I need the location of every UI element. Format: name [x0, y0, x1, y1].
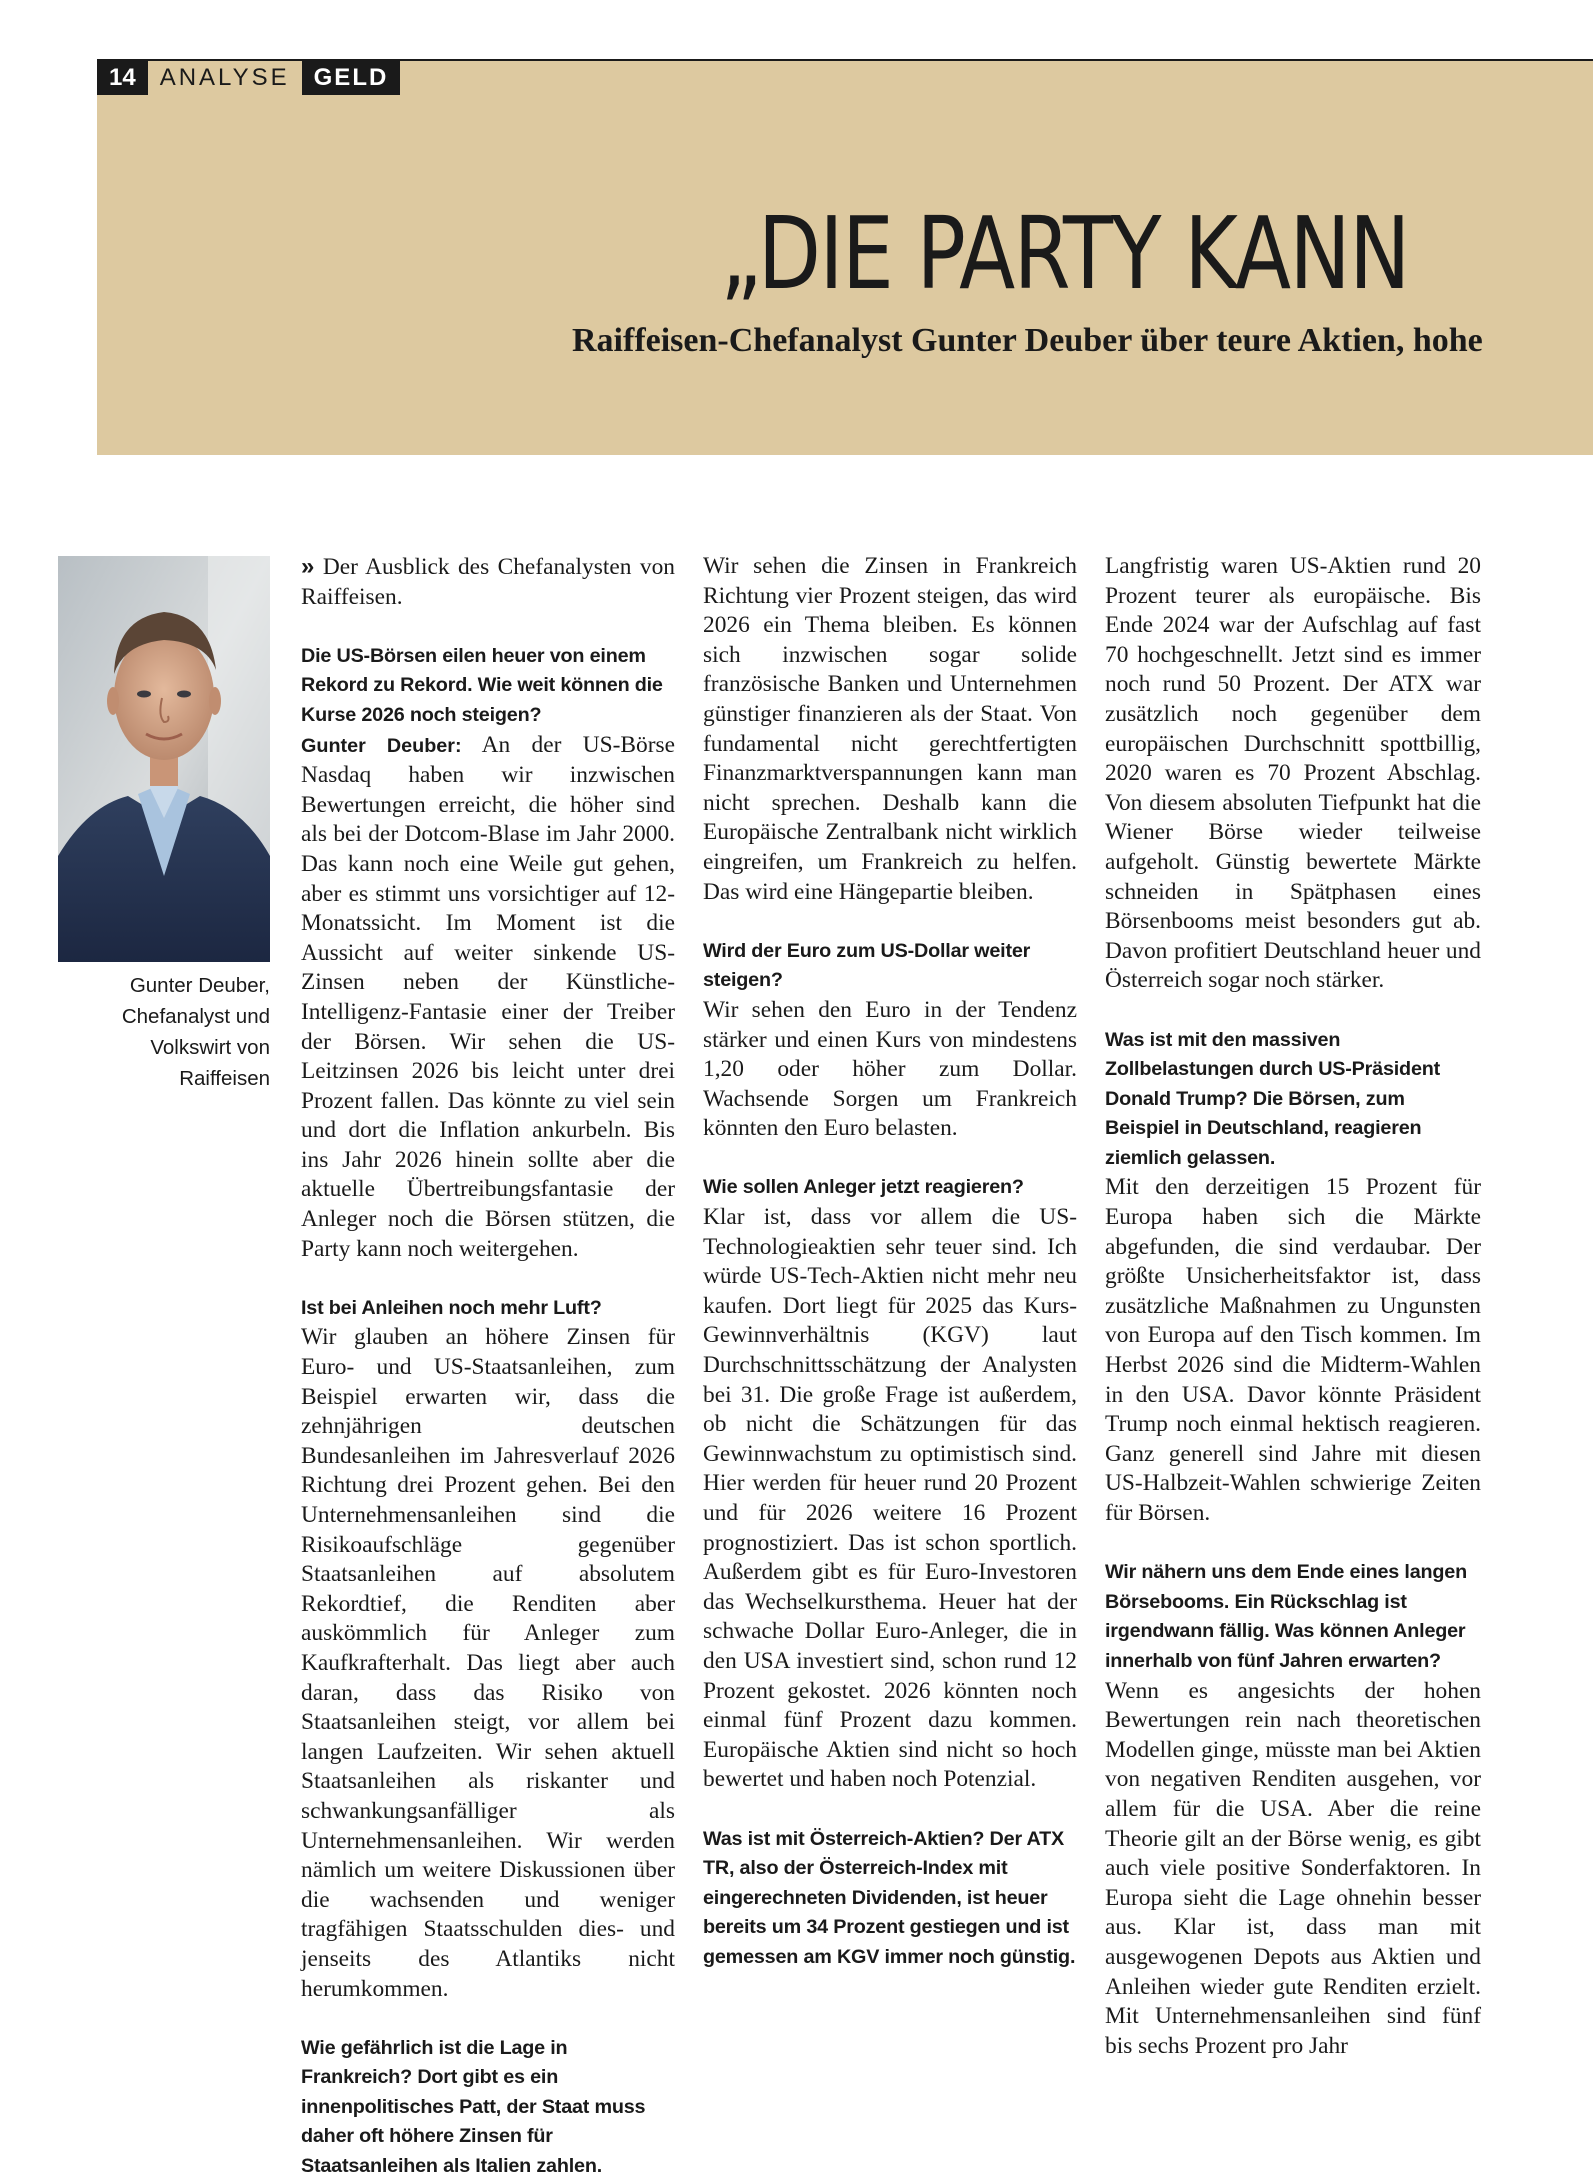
lead-paragraph: [301, 552, 675, 612]
question-5: Wie sollen Anleger jetzt reagieren?: [703, 1176, 1024, 1199]
speaker-name: Gunter Deuber:: [301, 734, 462, 757]
question-6: Was ist mit Österreich-Aktien? Der ATX TR, also der Österreich-Index mit eingerechneten Dividenden, ist heuer bereits um 34 Prozent gestiegen und ist gemessen am KGV immer noch günstig.: [703, 1827, 1076, 1968]
section-label: ANALYSE: [159, 64, 290, 91]
page-number: 14: [97, 61, 148, 95]
question-8: Wir nähern uns dem Ende eines langen Börsebooms. Ein Rückschlag ist irgendwann fällig. Was können Anleger innerhalb von fünf Jahren erwarten?: [1105, 1561, 1467, 1672]
question-4: Wird der Euro zum US-Dollar weiter steigen?: [703, 939, 1031, 992]
subheadline: Raiffeisen-Chefanalyst Gunter Deuber über teure Aktien, hohe: [572, 322, 1483, 359]
answer-4: Wir sehen den Euro in der Tendenz stärker und einen Kurs von mindestens 1,20 oder höher zum Dollar. Wachsende Sorgen um Frankreich könnten den Euro belasten.: [703, 996, 1077, 1142]
page-header: [97, 61, 400, 95]
answer-6: Langfristig waren US-Aktien rund 20 Prozent teurer als europäische. Bis Ende 2024 war der Aufschlag auf fast 70 hochgeschnellt. Jetzt sind es immer noch rund 50 Prozent. Der ATX war zusätzlich noch gegenüber dem europäischen Durchschnitt spottbillig, 2020 waren es 70 Prozent Abschlag. Von diesem absoluten Tiefpunkt hat die Wiener Börse wieder teilweise aufgeholt. Günstig bewertete Märkte schneiden in Spätphasen eines Börsenbooms meist besonders gut ab. Davon profitiert Deutschland heuer und Österreich sogar noch stärker.: [1105, 553, 1481, 994]
portrait-photo: [58, 556, 270, 962]
question-1: Die US-Börsen eilen heuer von einem Rekord zu Rekord. Wie weit können die Kurse 2026 noch steigen?: [301, 644, 663, 726]
question-3: Wie gefährlich ist die Lage in Frankreich? Dort gibt es ein innenpolitisches Patt, der Staat muss daher oft höhere Zinsen für Staatsanleihen als Italien zahlen.: [301, 2036, 646, 2178]
answer-8: Wenn es angesichts der hohen Bewertungen rein nach theoretischen Modellen ginge, müsste man bei Aktien von negativen Renditen ausgehen, vor allem für die USA. Aber die reine Theorie gilt an der Börse wenig, es gibt auch viele positive Sonderfaktoren. In Europa sieht die Lage ohnehin besser aus. Klar ist, dass man mit ausgewogenen Depots aus Aktien und Anleihen wieder gute Renditen erzielt. Mit Unternehmensanleihen sind fünf bis sechs Prozent pro Jahr: [1105, 1677, 1481, 2059]
question-2: Ist bei Anleihen noch mehr Luft?: [301, 1296, 602, 1319]
answer-7: Mit den derzeitigen 15 Prozent für Europa haben sich die Märkte abgefunden, die sind verdaubar. Der größte Unsicherheitsfaktor ist, dass zusätzliche Maßnahmen zu Ungunsten von Europa auf den Tisch kommen. Im Herbst 2026 sind die Midterm-Wahlen in den USA. Davor könnte Präsident Trump noch einmal hektisch reagieren. Ganz generell sind Jahre mit diesen US-Halbzeit-Wahlen schwierige Zeiten für Börsen.: [1105, 1174, 1481, 1526]
answer-1: [301, 731, 675, 1265]
headline: „DIE PARTY KANN: [720, 198, 1409, 310]
text-column-3: [1105, 552, 1481, 2091]
answer-1-text: An der US-Börse Nasdaq haben wir inzwischen Bewertungen erreicht, die höher sind als bei der Dotcom-Blase im Jahr 2000. Das kann noch eine Weile gut gehen, aber es stimmt uns vorsichtiger auf 12-Monatssicht. Im Moment ist die Aussicht auf weiter sinkende US-Zinsen neben der Künstliche-Intelligenz-Fantasie einer der Treiber der Börsen. Wir sehen die US-Leitzinsen 2026 bis leicht unter drei Prozent fallen. Das könnte zu viel sein und dort die Inflation ankurbeln. Bis ins Jahr 2026 hinein sollte aber die aktuelle Übertreibungsfantasie der Anleger noch die Börsen stützen, die Party kann noch weitergehen.: [301, 731, 675, 1262]
answer-5: Klar ist, dass vor allem die US-Technologieaktien sehr teuer sind. Ich würde US-Tech-Aktien nicht mehr neu kaufen. Dort liegt für 2025 das Kurs-Gewinnverhältnis (KGV) laut Durchschnittsschätzung der Analysten bei 31. Die große Frage ist außerdem, ob nicht die Schätzungen für das Gewinnwachstum zu optimistisch sind. Hier werden für heuer rund 20 Prozent und für 2026 weitere 16 Prozent prognostiziert. Das ist schon sportlich. Außerdem gibt es für Euro-Investoren das Wechselkursthema. Heuer hat der schwache Dollar Euro-Anleger, die in den USA investiert sind, schon rund 12 Prozent gekostet. 2026 könnten noch einmal fünf Prozent dazu kommen. Europäische Aktien sind nicht so hoch bewertet und haben noch Potenzial.: [703, 1204, 1077, 1793]
answer-2: Wir glauben an höhere Zinsen für Euro- und US-Staatsanleihen, zum Beispiel erwarten wir, dass die zehnjährigen deutschen Bundesanleihen im Jahresverlauf 2026 Richtung drei Prozent gehen. Bei den Unternehmensanleihen sind die Risikoaufschläge gegenüber Staatsanleihen auf absolutem Rekordtief, die Renditen aber auskömmlich für Anleger zum Kaufkrafterhalt. Das liegt aber auch daran, dass das Risiko von Staatsanleihen steigt, vor allem bei langen Laufzeiten. Wir sehen aktuell Staatsanleihen als riskanter und schwankungsanfälliger als Unternehmensanleihen. Wir werden nämlich um weitere Diskussionen über die wachsenden und weniger tragfähigen Staatsschulden dies- und jenseits des Atlantiks nicht herumkommen.: [301, 1324, 675, 2002]
category-label: GELD: [302, 61, 401, 95]
answer-3: Wir sehen die Zinsen in Frankreich Richtung vier Prozent steigen, das wird 2026 ein Thema bleiben. Es können sich inzwischen sogar solide französische Banken und Unternehmen günstiger finanzieren als der Staat. Von fundamental nicht gerechtfertigten Finanzmarktverspannungen kann man nicht sprechen. Deshalb kann die Europäische Zentralbank nicht wirklich eingreifen, um Frankreich zu helfen. Das wird eine Hängepartie bleiben.: [703, 553, 1077, 905]
question-7: Was ist mit den massiven Zollbelastungen durch US-Präsident Donald Trump? Die Börsen, zum Beispiel in Deutschland, reagieren ziemlich gelassen.: [1105, 1028, 1441, 1169]
lead-text: Der Ausblick des Chefanalysten von Raiffeisen.: [301, 554, 675, 610]
text-column-1: [301, 552, 675, 2182]
photo-caption: Gunter Deuber, Chefanalyst und Volkswirt von Raiffeisen: [121, 974, 270, 1090]
lead-marker: »: [301, 553, 315, 580]
text-column-2: [703, 552, 1077, 1973]
